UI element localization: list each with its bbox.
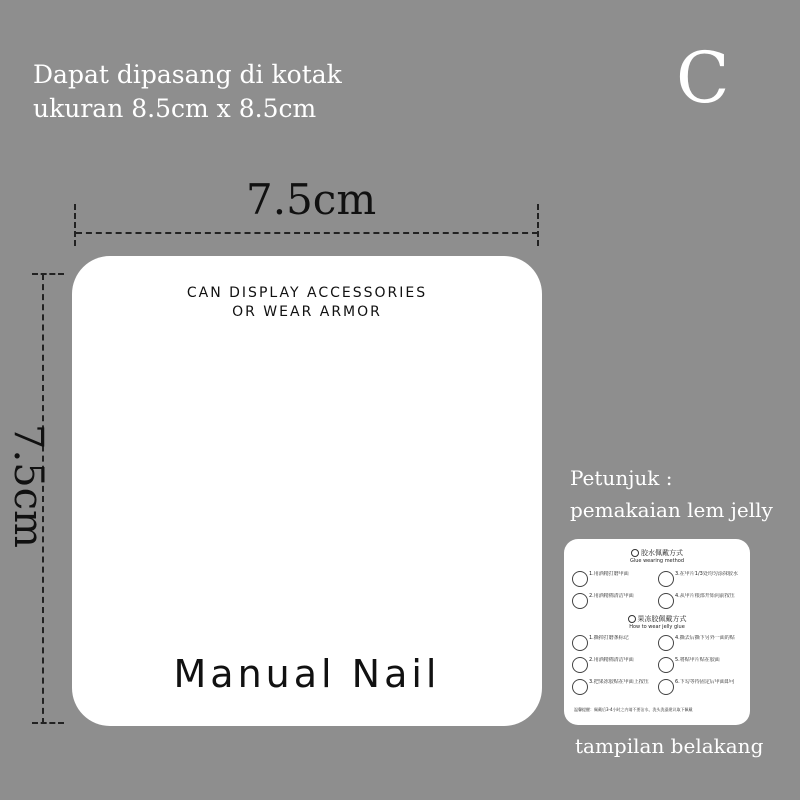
step-number: 3. xyxy=(675,571,680,577)
step-number: 4. xyxy=(675,635,680,641)
height-dimension-label: 7.5cm xyxy=(5,424,51,548)
step-text: 将贴甲片贴在胶面 xyxy=(679,657,720,663)
step-number: 5. xyxy=(675,657,680,663)
step-illustration-icon xyxy=(658,593,674,609)
step-number: 2. xyxy=(589,593,594,599)
card-caption xyxy=(72,284,542,322)
width-tick-right xyxy=(537,204,539,246)
card-caption-line1: CAN DISPLAY ACCESSORIES xyxy=(186,285,428,301)
variant-letter: C xyxy=(676,37,730,119)
guide-title-line1: Petunjuk : xyxy=(570,466,673,490)
jelly-step-2 xyxy=(572,655,656,675)
jelly-step-6 xyxy=(658,677,742,697)
jelly-step-3 xyxy=(572,677,656,697)
step-illustration-icon xyxy=(658,679,674,695)
jelly-section-subtitle: How to wear jelly glue xyxy=(629,624,685,630)
step-number: 1. xyxy=(589,635,594,641)
step-number: 6. xyxy=(675,679,680,685)
width-tick-left xyxy=(74,204,76,246)
step-illustration-icon xyxy=(658,635,674,651)
display-card-front xyxy=(72,256,542,726)
step-text: 撕去后撕下另外一面的贴 xyxy=(679,635,735,641)
step-text: 从甲片根部开始向前按压 xyxy=(679,593,735,599)
jelly-section-heading xyxy=(564,615,750,631)
step-text: 把果冻胶贴在甲面上按压 xyxy=(593,679,649,685)
guide-title-line2: pemakaian lem jelly xyxy=(570,498,773,522)
jelly-section-title: 果冻胶佩戴方式 xyxy=(637,615,687,623)
card-caption-line2: OR WEAR ARMOR xyxy=(232,304,382,320)
width-dimension-label: 7.5cm xyxy=(246,175,377,224)
step-text: 用酒精棉清洁甲面 xyxy=(593,657,634,663)
glue-step-3 xyxy=(658,569,742,589)
guide-footer-note: 温馨提醒：佩戴后3-4小时之内请不要沾水，洗头洗澡建议取下佩戴 xyxy=(574,707,693,712)
card-brand-name: Manual Nail xyxy=(173,652,441,696)
step-text: 用酒精打磨甲面 xyxy=(593,571,629,577)
glue-bottle-icon xyxy=(631,549,639,557)
step-text: 撕掉打磨条标记 xyxy=(593,635,629,641)
jelly-step-5 xyxy=(658,655,742,675)
step-number: 4. xyxy=(675,593,680,599)
height-tick-top xyxy=(32,273,64,275)
back-view-label: tampilan belakang xyxy=(575,734,764,758)
guide-title xyxy=(570,462,773,526)
step-illustration-icon xyxy=(658,657,674,673)
mounting-note-line1: Dapat dipasang di kotak xyxy=(33,60,342,89)
glue-step-4 xyxy=(658,591,742,611)
step-illustration-icon xyxy=(572,657,588,673)
jelly-step-1 xyxy=(572,633,656,653)
mounting-note-line2: ukuran 8.5cm x 8.5cm xyxy=(33,94,317,123)
step-text: 下勾等待固定后甲面即可 xyxy=(679,679,735,685)
display-card-back xyxy=(564,539,750,725)
step-illustration-icon xyxy=(572,679,588,695)
step-illustration-icon xyxy=(572,593,588,609)
height-tick-bottom xyxy=(32,722,64,724)
glue-section-subtitle: Glue wearing method xyxy=(629,558,684,564)
step-illustration-icon xyxy=(658,571,674,587)
glue-step-2 xyxy=(572,591,656,611)
step-number: 2. xyxy=(589,657,594,663)
step-illustration-icon xyxy=(572,635,588,651)
glue-section-title: 胶水佩戴方式 xyxy=(641,549,683,557)
step-text: 在甲片1/3处均匀涂抹胶水 xyxy=(679,571,738,577)
glue-section-heading xyxy=(564,549,750,565)
width-dimension-line xyxy=(76,232,538,234)
step-number: 1. xyxy=(589,571,594,577)
step-text: 用酒精棉清洁甲面 xyxy=(593,593,634,599)
glue-step-1 xyxy=(572,569,656,589)
jelly-step-4 xyxy=(658,633,742,653)
jelly-glue-icon xyxy=(628,615,636,623)
step-illustration-icon xyxy=(572,571,588,587)
step-number: 3. xyxy=(589,679,594,685)
mounting-note xyxy=(33,58,342,126)
